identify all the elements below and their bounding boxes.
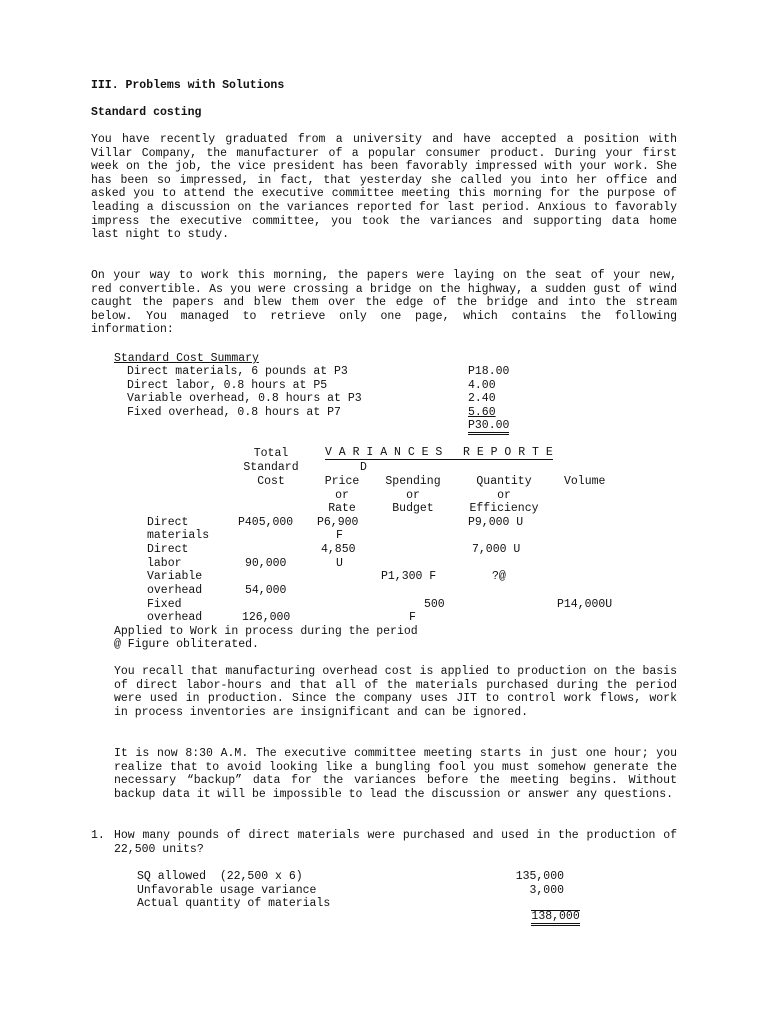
- row-spending: P1,300 F: [381, 570, 437, 583]
- col-header-price: or: [335, 489, 349, 502]
- row-total: 54,000: [245, 584, 287, 597]
- col-header-total: Total: [253, 447, 289, 460]
- question-number: 1.: [91, 829, 105, 842]
- col-header-spending: Spending: [385, 475, 441, 488]
- row-total: 90,000: [245, 557, 287, 570]
- row-quantity: 7,000 U: [472, 543, 521, 556]
- calc-row-value: 3,000: [529, 884, 564, 897]
- summary-title: Standard Cost Summary: [114, 352, 259, 365]
- col-header-price: Rate: [328, 502, 356, 515]
- row-quantity: P9,000 U: [468, 516, 524, 529]
- question-text: How many pounds of direct materials were purchased and used in the production of 22,500 units?: [114, 829, 677, 856]
- calc-row-label: Unfavorable usage variance: [137, 884, 317, 897]
- intro-paragraph: You have recently graduated from a university and have accepted a position with Villar Company, the manufacturer of a popular consumer product. During your first week on the job, the vice president has been favorably impressed with your work. She has been so impressed, in fact, that yesterday she called you into her office and asked you to attend the executive committee meeting this morning for the purpose of leading a discussion on the variances reported for last period. Anxious to favorably impress the executive committee, you took the variances and supporting data home last night to study.: [91, 133, 677, 242]
- col-header-total: Cost: [257, 475, 285, 488]
- row-spending: 500: [424, 598, 445, 611]
- row-volume: P14,000U: [557, 598, 613, 611]
- calc-row-label: Actual quantity of materials: [137, 897, 331, 910]
- summary-row-label: Variable overhead, 0.8 hours at P3: [127, 392, 362, 405]
- table-note: Applied to Work in process during the period: [114, 625, 418, 638]
- col-header-total: Standard: [243, 461, 299, 474]
- calc-row-label: SQ allowed (22,500 x 6): [137, 870, 303, 883]
- calc-row-value: 135,000: [515, 870, 564, 883]
- col-header-quantity: Quantity: [476, 475, 532, 488]
- col-header-quantity: Efficiency: [469, 502, 539, 515]
- row-spending-flag: F: [409, 611, 416, 624]
- summary-row-value: 5.60: [468, 406, 496, 419]
- row-label: Direct: [147, 543, 189, 556]
- row-label: overhead: [147, 611, 203, 624]
- summary-row-value: P18.00: [468, 365, 510, 378]
- subheading: Standard costing: [91, 106, 202, 119]
- col-header-volume: Volume: [564, 475, 606, 488]
- meeting-paragraph: It is now 8:30 A.M. The executive committee meeting starts in just one hour; you realize that to avoid looking like a bungling fool you must somehow generate the necessary “backup” data for the variances before the meeting begins. Without backup data it will be impossible to lead the discussion or answer any questions.: [114, 747, 677, 801]
- variances-reported-title-end: D: [360, 461, 367, 474]
- row-label: materials: [147, 529, 210, 542]
- summary-row-label: Direct materials, 6 pounds at P3: [127, 365, 348, 378]
- summary-total: P30.00: [468, 420, 509, 435]
- row-total: 126,000: [242, 611, 291, 624]
- row-label: labor: [147, 557, 182, 570]
- col-header-price: Price: [324, 475, 360, 488]
- row-price: 4,850: [321, 543, 356, 556]
- section-heading: III. Problems with Solutions: [91, 79, 285, 92]
- col-header-spending: Budget: [392, 502, 434, 515]
- wind-paragraph: On your way to work this morning, the papers were laying on the seat of your new, red convertible. As you were crossing a bridge on the highway, a sudden gust of wind caught the papers and blew them over the edge of the bridge and into the stream below. You managed to retrieve only one page, which contains the following information:: [91, 269, 677, 337]
- row-label: overhead: [147, 584, 203, 597]
- summary-row-label: Direct labor, 0.8 hours at P5: [127, 379, 328, 392]
- summary-row-label: Fixed overhead, 0.8 hours at P7: [127, 406, 341, 419]
- summary-row-value: 2.40: [468, 392, 496, 405]
- row-price-flag: F: [336, 529, 343, 542]
- row-price: P6,900: [317, 516, 359, 529]
- variances-reported-title: V A R I A N C E S R E P O R T E: [325, 446, 553, 459]
- row-label: Direct: [147, 516, 189, 529]
- row-label: Fixed: [147, 598, 182, 611]
- row-quantity: ?@: [492, 570, 506, 583]
- col-header-quantity: or: [497, 489, 511, 502]
- recall-paragraph: You recall that manufacturing overhead cost is applied to production on the basis of direct labor-hours and that all of the materials purchased during the period were used in production. Since the company uses JIT to control work flows, work in process inventories are insignificant and can be ignored.: [114, 665, 677, 719]
- row-total: P405,000: [238, 516, 294, 529]
- table-note: @ Figure obliterated.: [114, 638, 259, 651]
- row-label: Variable: [147, 570, 203, 583]
- row-price-flag: U: [336, 557, 343, 570]
- calc-result: [490, 896, 580, 939]
- summary-row-value: 4.00: [468, 379, 496, 392]
- col-header-spending: or: [406, 489, 420, 502]
- calc-result-value: 138,000: [531, 910, 579, 926]
